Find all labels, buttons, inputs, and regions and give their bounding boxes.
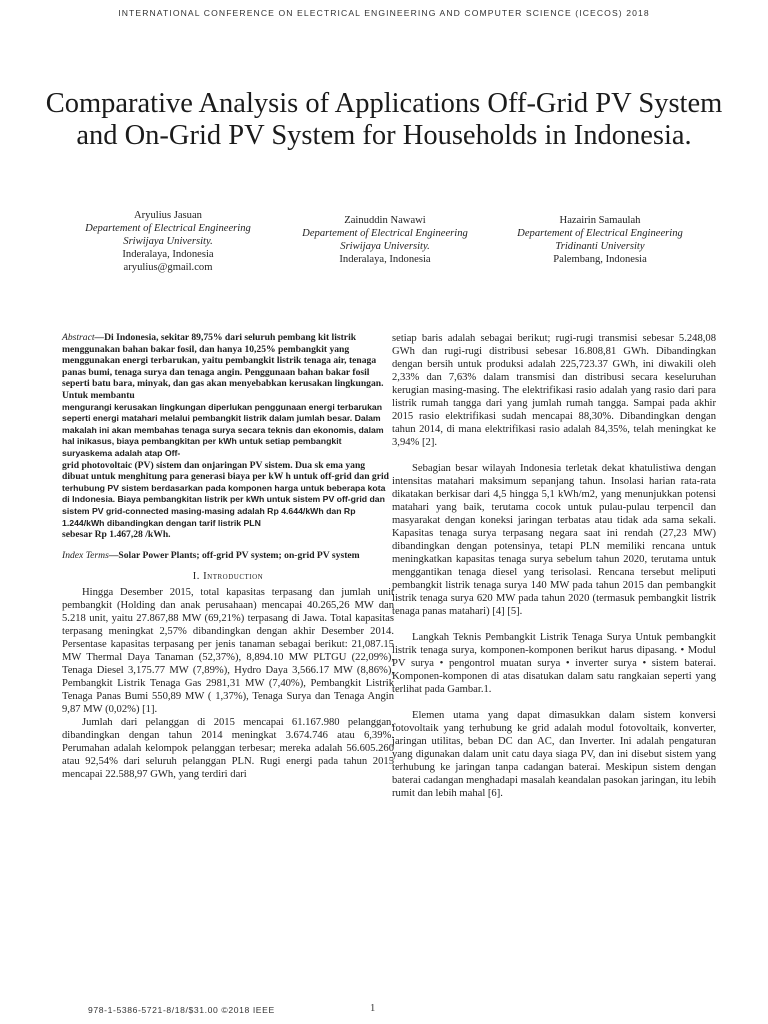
author-block-3 bbox=[490, 214, 710, 266]
paper-title: Comparative Analysis of Applications Off-Grid PV System and On-Grid PV System for Households in Indonesia. bbox=[45, 88, 723, 151]
author-university: Sriwijaya University. bbox=[123, 236, 213, 247]
abstract-lead: Abstract bbox=[62, 332, 95, 343]
section-number: I. bbox=[192, 571, 200, 583]
paragraph: Elemen utama yang dapat dimasukkan dalam sistem konversi fotovoltaik yang terhubung ke grid adalah modul fotovoltaik, konverter, jaringan utilitas, beban DC dan AC, dan Inverter. Ini adalah pengaturan yang digunakan dalam unit catu daya siaga PV, dan ini disebut sistem yang terhubung ke jaringan tanpa cadangan baterai. Meskipun sistem dengan baterai cadangan menghadapi masalah keandalan pasokan jaringan, itu lebih rumit dan lebih mahal [6]. bbox=[392, 710, 716, 799]
author-email[interactable]: aryulius@gmail.com bbox=[123, 262, 213, 273]
author-city: Inderalaya, Indonesia bbox=[122, 249, 214, 260]
abstract bbox=[62, 332, 394, 541]
index-terms-text: —Solar Power Plants; off-grid PV system; on-grid PV system bbox=[108, 549, 360, 561]
author-block-1 bbox=[58, 209, 278, 274]
section-title: Introduction bbox=[203, 571, 264, 583]
abstract-text-4: terhubung PV sistem berdasarkan pada komponen harga untuk beberapa kota di Indonesia. Biaya pembangkitan listrik per kWh untuk sistem PV off-grid dan sistem PV grid-connected masing-masing adalah Rp 4.644/kWh dan Rp 1.244/kWh dibandingkan dengan tarif listrik PLN bbox=[62, 482, 386, 528]
right-column bbox=[392, 332, 716, 800]
abstract-text-3: grid photovoltaic (PV) sistem dan onjaringan PV sistem. Dua sk ema yang dibuat untuk menghitung para generasi biaya per kW h untuk off-grid dan grid bbox=[62, 459, 389, 483]
author-name: Zainuddin Nawawi bbox=[344, 215, 426, 226]
author-university: Sriwijaya University. bbox=[340, 241, 430, 252]
abstract-text-2: mengurangi kerusakan lingkungan diperlukan penggunaan energi terbarukan seperti energi matahari melalui pembangkit listrik dalam jumlah besar. Dalam makalah ini akan membahas tenaga surya secara teknis dan ekonomis, dalam hal inikasus, biaya pembangkitan per kWh untuk setiap pembangkit suryaskema adalah atap Off- bbox=[62, 401, 384, 458]
page-number: 1 bbox=[370, 1003, 376, 1014]
paragraph: Jumlah dari pelanggan di 2015 mencapai 61.167.980 pelanggan, dibandingkan dengan tahun 2014 meningkat 3.674.746 atau 6,39%. Perumahan adalah kelompok pelanggan terbesar; mereka adalah 56.605.260 atau 92,54% dari seluruh pelanggan PLN. Rugi energi pada tahun 2015 mencapai 22.588,97 GWh, yang terdiri dari bbox=[62, 717, 394, 781]
author-name: Hazairin Samaulah bbox=[559, 215, 641, 226]
author-department: Departement of Electrical Engineering bbox=[85, 223, 251, 234]
author-name: Aryulius Jasuan bbox=[134, 210, 202, 221]
author-block-2 bbox=[275, 214, 495, 266]
abstract-text-5: sebesar Rp 1.467,28 /kWh. bbox=[62, 529, 171, 541]
paragraph: setiap baris adalah sebagai berikut; rugi-rugi transmisi sebesar 5.248,08 GWh dan rugi-rugi distribusi sebesar 16.808,81 GWh. Dibandingkan dengan bersih untuk produksi adalah 225,723.37 GWh, ini diwakili oleh 2,33% dan 7,63% dalam transmisi dan distribusi secara keseluruhan kerugian masing-masing. The elektrifikasi rasio adalah yang rasio dari para listrik rumah tangga dari yang jumlah rumah tangga. Sampai pada akhir 2015 rasio elektrifikasi sudah mencapai 88,30%. Dibandingkan dengan tahun 2014, di mana elektrifikasi rasio adalah 84,35%, telah meningkat ke 3,94% [2]. bbox=[392, 333, 716, 448]
index-terms bbox=[62, 550, 394, 562]
author-city: Inderalaya, Indonesia bbox=[339, 254, 431, 265]
left-column bbox=[62, 332, 394, 781]
paragraph: Hingga Desember 2015, total kapasitas terpasang dan jumlah unit pembangkit (Holding dan anak perusahaan) mencapai 40.265,26 MW dan 5.218 unit, yaitu 27.867,88 MW (69,21%) terpasang di Jawa. Total kapasitas terpasang meningkat 2,57% dibandingkan dengan akhir Desember 2014. Persentase kapasitas terpasang per jenis tanaman sebagai berikut: 21,087.15 MW Thermal Daya Tanaman (52,37%), 8,894.10 MW PLTGU (22,09%), Tenaga Diesel 3,175.77 MW (7,89%), Hydro Daya 3,566.17 MW (8,86%), Pembangkit Listrik Tenaga Gas 2981,31 MW (7,40%), Pembangkit Listrik Tenaga Panas Bumi 550,89 MW ( 1,37%), Tenaga Surya dan Tenaga Angin 9,87 MW (0,02%) [1]. bbox=[62, 587, 394, 716]
author-city: Palembang, Indonesia bbox=[553, 254, 647, 265]
paragraph: Langkah Teknis Pembangkit Listrik Tenaga Surya Untuk pembangkit listrik tenaga surya, komponen-komponen berikut harus dipasang. • Modul PV surya • pengontrol muatan surya • inverter surya • sistem baterai. Komponen-komponen di atas disatukan dalam satu rangkaian seperti yang terlihat pada Gambar.1. bbox=[392, 632, 716, 695]
abstract-text: —Di Indonesia, sekitar 89,75% dari seluruh pembang kit listrik menggunakan bahan bakar fosil, dan hanya 10,25% pembangkit yang menggunakan energi terbarukan, yaitu pembangkit listrik tenaga air, tenaga panas bumi, tenaga surya dan tenaga angin. Penggunaan bahan bakar fosil seperti batu bara, minyak, dan gas akan menyebabkan kerusakan lingkungan. Untuk membantu bbox=[62, 332, 384, 401]
section-heading-introduction bbox=[62, 570, 394, 583]
conference-header: INTERNATIONAL CONFERENCE ON ELECTRICAL ENGINEERING AND COMPUTER SCIENCE (ICECOS) 2018 bbox=[118, 8, 650, 18]
author-department: Departement of Electrical Engineering bbox=[302, 228, 468, 239]
index-terms-lead: Index Terms bbox=[62, 549, 109, 561]
footer-isbn: 978-1-5386-5721-8/18/$31.00 ©2018 IEEE bbox=[88, 1005, 275, 1015]
author-university: Tridinanti University bbox=[555, 241, 645, 252]
author-department: Departement of Electrical Engineering bbox=[517, 228, 683, 239]
paragraph: Sebagian besar wilayah Indonesia terletak dekat khatulistiwa dengan intensitas matahari maksimum sepanjang tahun. Insolasi harian rata-rata dikatakan berkisar dari 4,5 hingga 5,1 kWh/m2, yang menunjukkan potensi matahari yang baik, terutama cocok untuk pulau-pulau terpencil dan masyarakat dengan koneksi jaringan terbatas atau tidak ada sama sekali. Kapasitas tenaga surya terpasang negara saat ini rendah (27,23 MW) dibandingkan dengan potensinya, tetapi PLN memiliki rencana untuk meningkatkan kapasitas tenaga surya sebelum tahun 2020, terutama untuk menggantikan tenaga diesel yang terisolasi. Rencana tersebut meliputi pembangkit listrik tenaga surya 140 MW pada tahun 2015 dan pembangkit listrik tenaga surya 620 MW pada tahun 2020 (termasuk pembangkit listrik tenaga panas matahari) [4] [5]. bbox=[392, 463, 716, 617]
